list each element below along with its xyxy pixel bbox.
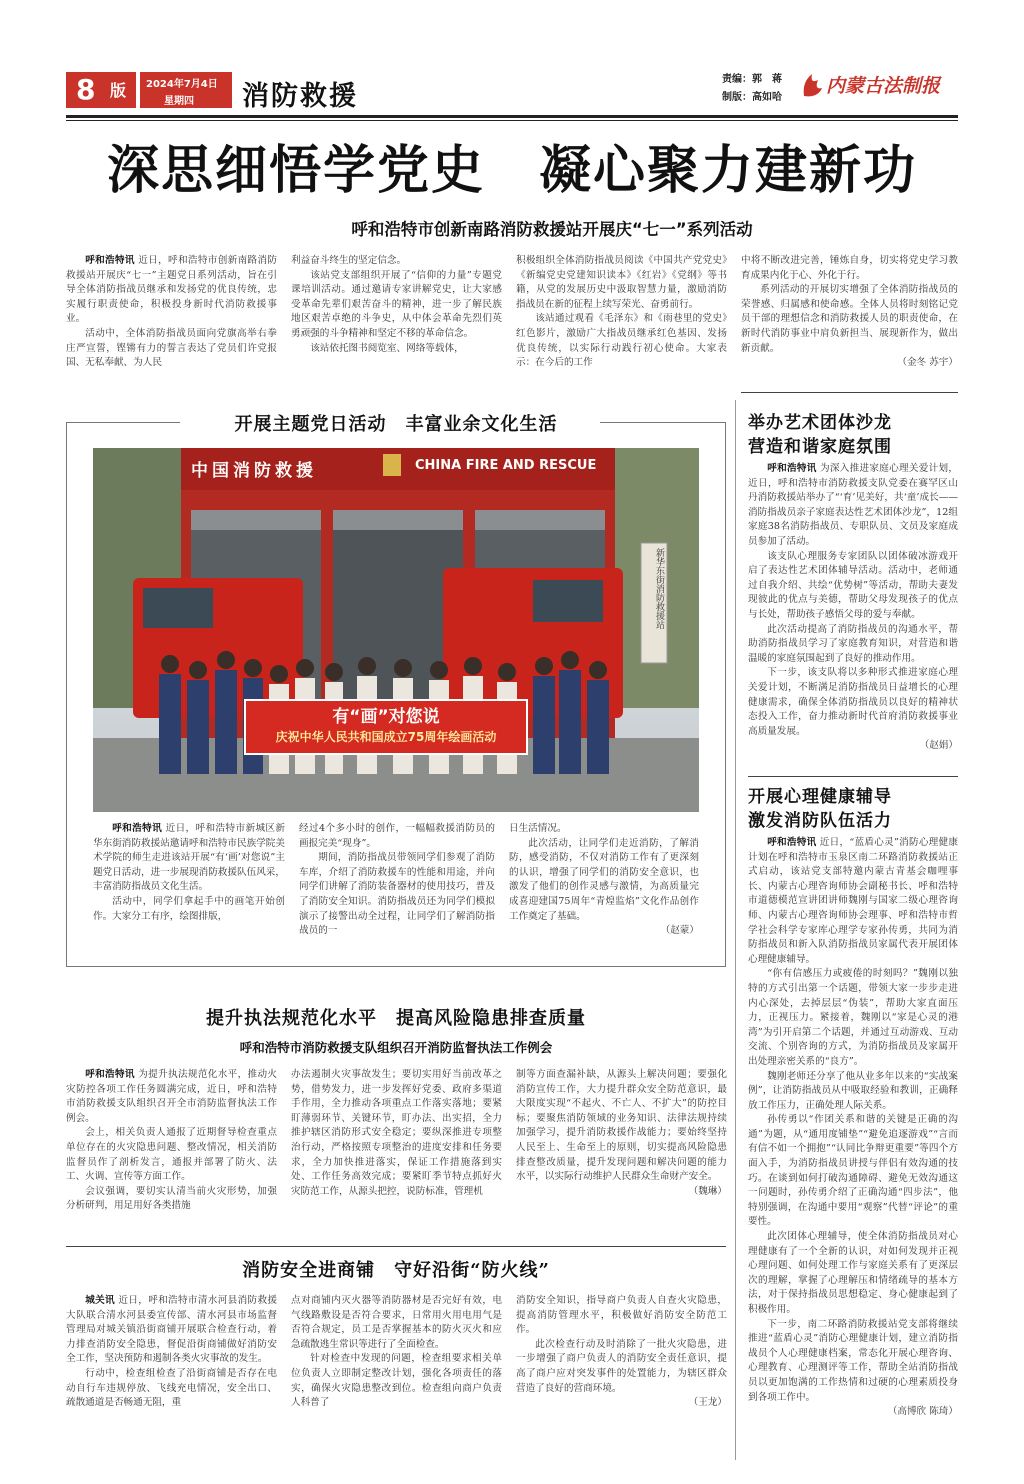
sidebar-divider — [735, 400, 736, 1460]
article4-text: 此次检查行动及时消除了一批火灾隐患，进一步增强了商户负责人的消防安全责任意识，提高了商户应对突发事件的处置能力，为辖区群众营造了良好的营商环境。 — [516, 1338, 727, 1394]
article3-text: 为提升执法规范化水平，推动火灾防控各项工作任务圆满完成，近日，呼和浩特市消防救援支队组织召开全市消防监督执法工作例会。 — [66, 1069, 277, 1124]
article3-byline: （魏琳） — [688, 1185, 727, 1197]
article1-byline: （金冬 苏宇） — [897, 357, 958, 369]
paper-name: 内蒙古法制报 — [826, 75, 941, 97]
article1-text: 利益奋斗终生的坚定信念。 — [291, 255, 407, 266]
divider — [741, 392, 958, 393]
masthead — [0, 62, 1024, 118]
article3-col2 — [291, 1068, 502, 1244]
article1-text: 活动中，全体消防指战员面向党旗高举右拳庄严宣誓，铿锵有力的誓言表达了党员们许党报国、无私奉献、为人民 — [66, 327, 277, 369]
issue-weekday: 星期四 — [164, 96, 194, 107]
article3-col1 — [66, 1068, 277, 1244]
article6-title-line1: 开展心理健康辅导 — [748, 787, 892, 807]
article1-text: 中将不断改进完善，锤炼自身，切实将党史学习教育成果内化于心、外化于行。 — [741, 255, 958, 281]
article1-text: 积极组织全体消防指战员阅读《中国共产党党史》《新编党史党建知识读本》《红岩》《党纲》等书籍，从党的发展历史中汲取智慧力量，激励消防指战员在新的征程上续写荣光、奋勇前行。 — [516, 255, 727, 310]
article4-col3 — [516, 1294, 727, 1452]
editor-credit: 责编：郭 蒋 — [722, 74, 782, 85]
article2-col1 — [93, 822, 285, 958]
article2-photo — [93, 448, 699, 812]
article1-col3 — [516, 254, 727, 374]
station-sign-en: CHINA FIRE AND RESCUE — [415, 458, 597, 473]
article5-lead: 呼和浩特讯 — [767, 463, 817, 474]
article4-text: 行动中，检查组检查了沿街商铺是否存在电动自行车违规停放、飞线充电情况，安全出口、疏散通道是否畅通无阻，重 — [66, 1367, 277, 1409]
article1-text: 系列活动的开展切实增强了全体消防指战员的荣誉感、归属感和使命感。全体人员将时刻铭记党员干部的理想信念和消防救援人员的职责使命，在新时代消防事业中肩负新担当、展现新作为，做出新贡献。 — [741, 284, 958, 354]
article6-text: “你有信感压力或疲倦的时刻吗？”魏刚以独特的方式引出第一个话题，带领大家一步步走进内心深处，去掉层层“伪装”，帮助大家直面压力，正视压力。紧接着，魏刚以“家是心灵的港湾”为引开启第二个话题，并通过互动游戏、互动交流、个别咨询的方式，为消防指战员及家属开出处理亲密关系的“良方”。 — [748, 968, 958, 1067]
article1-lead: 呼和浩特讯 — [85, 255, 135, 266]
article1-col4 — [741, 254, 958, 386]
article3-text: 会上，相关负责人通报了近期督导检查重点单位存在的火灾隐患问题、整改情况，相关消防监督员作了剖析发言，通报并部署了防火、法工、火调、宣传等方面工作。 — [66, 1127, 277, 1183]
article6-text: 此次团体心理辅导，使全体消防指战员对心理健康有了一个全新的认识，对如何发现并正视心理问题、如何处理工作与家庭关系有了更深层次的理解，掌握了心理解压和情绪疏导的基本方法，对于保持指战员思想稳定、身心健康起到了积极作用。 — [748, 1231, 958, 1315]
issue-date: 2024年7月4日 — [146, 79, 218, 90]
article6-byline: （高博欣 陈琦） — [887, 1406, 958, 1418]
article2-text: 日生活情况。 — [509, 823, 567, 834]
article3-lead: 呼和浩特讯 — [85, 1069, 135, 1080]
article2-col2 — [299, 822, 495, 958]
article2-col3 — [509, 822, 699, 958]
designer-credit: 制版：高如哈 — [722, 92, 782, 103]
article5-text: 该支队心理服务专家团队以团体破冰游戏开启了表达性艺术团体辅导活动。活动中，老师通过自我介绍、共绘“优势树”等活动，帮助夫妻发现彼此的优点与美德，帮助父母发现孩子的优点与长处，帮助孩子感悟父母的爱与奉献。 — [748, 550, 958, 620]
article4-byline: （王龙） — [688, 1397, 727, 1409]
main-subheadline: 呼和浩特市创新南路消防救援站开展庆“七一”系列活动 — [351, 220, 753, 239]
article1-col1 — [66, 254, 277, 374]
article4-lead: 城关讯 — [85, 1295, 115, 1306]
article4-text: 针对检查中发现的问题，检查组要求相关单位负责人立即制定整改计划，强化各项责任的落实，确保火灾隐患整改到位。检查组向商户负责人科普了 — [291, 1353, 502, 1409]
article1-text: 该站通过观看《毛泽东》和《雨巷里的党史》红色影片，激励广大指战员继承红色基因、发扬优良传统，以实际行动践行初心使命。大家表示：在今后的工作 — [516, 313, 727, 369]
article3-title: 提升执法规范化水平 提高风险隐患排查质量 — [206, 1008, 586, 1029]
article2-text: 此次活动，让同学们走近消防，了解消防，感受消防，不仅对消防工作有了更深刻的认识，增强了同学们的消防安全意识，也激发了他们的创作灵感与激情，为高质量完成喜迎建国75周年“青煌监焰”文化作品创作工作奠定了基础。 — [509, 837, 699, 922]
article2-text: 近日，呼和浩特市新城区新华东街消防救援站邀请呼和浩特市民族学院美术学院的师生走进该站开展“有‘画’对您说”主题党日活动，进一步展现消防救援队伍风采，丰富消防指战员文化生活。 — [93, 823, 285, 893]
masthead-rule — [66, 115, 958, 118]
divider — [66, 1246, 726, 1247]
banner-line1: 有“画”对您说 — [332, 707, 440, 727]
article3-subtitle: 呼和浩特市消防救援支队组织召开消防监督执法工作例会 — [239, 1040, 553, 1055]
article2-text: 期间，消防指战员带领同学们参观了消防车库，介绍了消防救援车的性能和用途，并向同学们讲解了消防装备器材的使用技巧，普及了消防安全知识。消防指战员还为同学们模拟演示了接警出动全过程，让同学们了解消防指战员的一 — [299, 852, 495, 937]
station-plaque: 新华东街消防救援站 — [654, 548, 664, 629]
article3-text: 制等方面查漏补缺，从源头上解决问题；要强化消防宣传工作，大力提升群众安全防范意识，最大限度实现“不起火、不亡人、不扩大”的防控目标；要聚焦消防领域的业务知识、法律法规持续加强学习，提升消防救援作战能力；要始终坚持人民至上、生命至上的原则，切实提高风险隐患排查整改质量，提升发现问题和解决问题的能力水平，以实际行动维护人民群众生命财产安全。 — [516, 1069, 727, 1183]
article4-text: 消防安全知识，指导商户负责人自查火灾隐患，提高消防管理水平，积极做好消防安全防范工作。 — [516, 1295, 727, 1336]
page-number-badge — [66, 72, 136, 108]
article5-body — [748, 462, 958, 774]
article5-text: 下一步，该支队将以多种形式推进家庭心理关爱计划，不断满足消防指战员日益增长的心理健康需求，确保全体消防指战员以良好的精神状态投入工作，奋力推动新时代首府消防救援事业高质量发展。 — [748, 667, 958, 737]
section-title: 消防救援 — [242, 81, 358, 112]
article3-text: 办法遏制火灾事故发生；要切实用好当前改革之势，借势发力，进一步发挥好党委、政府多渠道手作用，全力推动各项重点工作落实落地；要紧盯薄弱环节、关键环节，盯办法、出实招，全力推护辖区消防形式安全稳定；要纵深推进专项整治行动，严格按照专项整治的进度安排和任务要求，全力加快推进落实，保证工作措施落到实处、工作任务高效完成；要紧盯季节特点抓好火灾防范工作，从源头把控，说防标准，管理机 — [291, 1069, 502, 1197]
article4-text: 近日，呼和浩特市清水河县消防救援大队联合清水河县委宣传部、清水河县市场监督管理局对城关镇沿街商铺开展联合检查行动，着力排查消防安全隐患，督促沿街商铺做好消防安全工作，坚决预防和遏制各类火灾事故的发生。 — [66, 1295, 277, 1365]
article1-text: 该站依托图书阅览室、网络等载体， — [310, 342, 464, 354]
article6-text: 孙传勇以“作团关系和谐的关键是正确的沟通”为题，从“通用度铺垫”“避免追逐游戏”“言而有信不如一个拥抱”“认同比争辩更重要”等四个方面入手，为消防指战员讲授与伴侣有效沟通的技巧。在谈到如何打破沟通障碍、避免无效沟通这一问题时，孙传勇介绍了正确沟通“四步法”，他特别强调，在沟通中要用“观察”代替“评论”的重要性。 — [748, 1114, 958, 1228]
article4-col2 — [291, 1294, 502, 1452]
paper-logo — [800, 68, 950, 104]
article5-text: 此次活动提高了消防指战员的沟通水平，帮助消防指战员学习了家庭教育知识，对营造和谐温暖的家庭氛围起到了良好的推动作用。 — [748, 623, 958, 664]
article6-lead: 呼和浩特讯 — [767, 837, 817, 848]
divider — [748, 776, 958, 777]
article1-text: 近日，呼和浩特市创新南路消防救援站开展庆“七一”主题党日系列活动，旨在引导全体消防指战员继承和发扬党的优良传统，忠实履行职责使命，积极投身新时代消防救援事业。 — [66, 255, 277, 325]
article4-col1 — [66, 1294, 277, 1452]
banner-line2: 庆祝中华人民共和国成立75周年绘画活动 — [275, 730, 497, 744]
article2-text: 经过4个多小时的创作，一幅幅救援消防员的画报完美“现身”。 — [299, 823, 495, 849]
article6-text: 魏刚老师还分享了他从业多年以来的“实战案例”，让消防指战员从中吸取经验和教训，正确释放工作压力，正确处理人际关系。 — [748, 1070, 958, 1111]
station-sign-cn: 中国消防救援 — [191, 461, 317, 481]
article6-text: 下一步，南二环路消防救援站党支部将继续推进“蓝盾心灵”消防心理健康计划，建立消防指战员个人心理健康档案，常态化开展心理咨询、心理教育、心理测评等工作，帮助全站消防指战员以更加饱满的工作热情和过硬的心理素质投身到各项工作中。 — [748, 1318, 958, 1403]
article5-text: 为深入推进家庭心理关爱计划，近日，呼和浩特市消防救援支队党委在赛罕区山丹消防救援站举办了“‘育’见美好，共‘童’成长——消防指战员亲子家庭表达性艺术团体沙龙”，12组家庭38名消防指战员、专职队员、文员及家庭成员参加了活动。 — [748, 463, 958, 547]
article2-text: 活动中，同学们拿起手中的画笔开始创作。大家分工有序，绘图排版， — [93, 895, 285, 922]
article5-byline: （赵娟） — [919, 740, 958, 752]
article2-title: 开展主题党日活动 丰富业余文化生活 — [234, 414, 558, 435]
article1-text: 该站党支部组织开展了“信仰的力量”专题党课培训活动。通过邀请专家讲解党史，让大家感受革命先辈们艰苦奋斗的精神，进一步了解民族地区艰苦卓绝的斗争史，从中体会革命先烈们英勇顽强的斗争精神和坚定不移的革命信念。 — [291, 269, 502, 339]
main-headline: 深思细悟学党史 凝心聚力建新功 — [106, 140, 917, 201]
article6-title-line2: 激发消防队伍活力 — [748, 811, 892, 831]
masthead-rule-thin — [66, 120, 958, 121]
article4-title: 消防安全进商铺 守好沿街“防火线” — [242, 1260, 550, 1281]
paper-logo-icon — [800, 70, 826, 100]
article3-col3 — [516, 1068, 727, 1244]
article1-col2 — [291, 254, 502, 374]
article6-body — [748, 836, 958, 1462]
article2-lead: 呼和浩特讯 — [112, 823, 163, 834]
article2-byline: （赵蒙） — [660, 925, 699, 937]
page-unit: 版 — [110, 81, 127, 100]
article3-text: 会议强调，要切实认清当前火灾形势，加强分析研判，用足用好各类措施 — [66, 1185, 277, 1212]
article5-title-line1: 举办艺术团体沙龙 — [748, 413, 892, 433]
article6-text: 近日，“蓝盾心灵”消防心理健康计划在呼和浩特市玉泉区南二环路消防救援站正式启动，该站党支部特邀内蒙古青基会咖哩事长、内蒙古心理咨询师协会副秘书长、呼和浩特市道德模范宣讲团讲师魏刚与国家二级心理咨询师、内蒙古心理咨询师协会理事、呼和浩特市哲学社会科学专家库心理学专家孙传勇，共同为消防指战员和新入队消防指战员家属代表开展团体心理健康辅导。 — [748, 837, 958, 965]
fire-station-photo — [93, 448, 699, 812]
page-number: 8 — [76, 73, 96, 106]
article5-title-line2: 营造和谐家庭氛围 — [748, 437, 892, 457]
date-block — [140, 72, 232, 108]
article4-text: 点对商铺内灭火器等消防器材是否完好有效，电气线路敷设是否符合要求，日常用火用电用气是否符合规定，员工是否掌握基本的防火灭火和应急疏散逃生常识等进行了全面检查。 — [291, 1295, 502, 1350]
